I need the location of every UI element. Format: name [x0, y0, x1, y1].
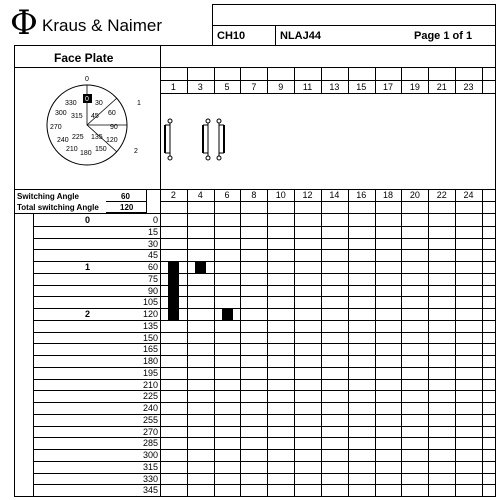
angle-label: 300 [142, 450, 158, 460]
angle-label: 30 [147, 239, 158, 249]
angle-label: 150 [142, 333, 158, 343]
closed-contact-mark [168, 262, 179, 274]
angle-label: 240 [142, 403, 158, 413]
angle-label: 105 [142, 297, 158, 307]
terminal-label-bottom: 8 [251, 190, 257, 200]
contact-symbols [160, 93, 240, 189]
dial-outer-label: 0 [85, 76, 89, 83]
dial-inner-label: 240 [57, 137, 69, 144]
terminal-label-bottom: 22 [436, 190, 447, 200]
angle-label: 255 [142, 415, 158, 425]
dial-inner-label: 30 [95, 100, 103, 107]
angle-label: 75 [147, 274, 158, 284]
angle-label: 180 [142, 356, 158, 366]
angle-label: 0 [152, 215, 158, 225]
angle-label: 135 [142, 321, 158, 331]
terminal-label-top: 1 [170, 82, 176, 92]
dial-inner-label: 135 [91, 134, 103, 141]
terminal-label-bottom: 14 [329, 190, 340, 200]
terminal-label-top: 5 [224, 82, 230, 92]
angle-label: 45 [147, 250, 158, 260]
terminal-label-top: 15 [356, 82, 367, 92]
closed-contact-mark [168, 309, 179, 321]
terminal-label-bottom: 6 [224, 190, 230, 200]
dial-inner-label: 315 [71, 113, 83, 120]
dial-inner-label: 90 [110, 124, 118, 131]
terminal-label-top: 19 [409, 82, 420, 92]
dial-inner-label: 210 [66, 146, 78, 153]
part-number: NLAJ44 [280, 30, 321, 42]
logo [4, 4, 204, 44]
face-plate-title: Face Plate [54, 51, 114, 65]
dial-inner-label: 270 [50, 124, 62, 131]
terminal-label-bottom: 18 [383, 190, 394, 200]
angle-label: 285 [142, 438, 158, 448]
logo-symbol: Φ [10, 3, 38, 43]
angle-label: 270 [142, 427, 158, 437]
angle-label: 165 [142, 344, 158, 354]
dial-highlight-label: 0 [85, 96, 89, 103]
terminal-label-top: 17 [383, 82, 394, 92]
dial-inner-label: 60 [108, 110, 116, 117]
angle-label: 315 [142, 462, 158, 472]
terminal-label-bottom: 4 [197, 190, 203, 200]
dial-inner-label: 330 [65, 100, 77, 107]
closed-contact-mark [168, 274, 179, 286]
terminal-label-bottom: 2 [170, 190, 176, 200]
dial-inner-label: 180 [80, 150, 92, 157]
angle-label: 210 [142, 380, 158, 390]
terminal-label-top: 11 [302, 82, 313, 92]
angle-label: 60 [147, 262, 158, 272]
terminal-label-bottom: 16 [356, 190, 367, 200]
position-label: 0 [85, 215, 91, 225]
angle-label: 195 [142, 368, 158, 378]
terminal-label-bottom: 10 [275, 190, 286, 200]
dial-outer-label: 1 [137, 100, 141, 107]
terminal-label-bottom: 20 [409, 190, 420, 200]
dial-inner-label: 150 [95, 146, 107, 153]
dial-inner-label: 300 [55, 110, 67, 117]
closed-contact-mark [195, 262, 206, 274]
position-label: 2 [85, 309, 91, 319]
total-switching-angle-value: 120 [120, 203, 134, 212]
terminal-label-top: 21 [436, 82, 447, 92]
dial-inner-label: 225 [72, 134, 84, 141]
terminal-label-top: 13 [329, 82, 340, 92]
dial-outer-label: 2 [134, 148, 138, 155]
terminal-label-top: 3 [197, 82, 203, 92]
terminal-label-bottom: 24 [463, 190, 474, 200]
terminal-label-top: 23 [463, 82, 474, 92]
total-switching-angle-label: Total switching Angle [17, 203, 99, 212]
closed-contact-mark [222, 309, 233, 321]
company-name: Kraus & Naimer [42, 16, 162, 35]
closed-contact-mark [168, 297, 179, 309]
page-indicator: Page 1 of 1 [414, 30, 473, 42]
angle-label: 15 [147, 227, 158, 237]
terminal-label-bottom: 12 [302, 190, 313, 200]
angle-label: 90 [147, 286, 158, 296]
angle-label: 225 [142, 391, 158, 401]
terminal-label-top: 9 [278, 82, 284, 92]
angle-label: 330 [142, 474, 158, 484]
switching-angle-value: 60 [121, 192, 130, 201]
dial-diagram [14, 67, 160, 189]
series-label: CH10 [217, 30, 246, 42]
dial-inner-label: 120 [106, 137, 118, 144]
switching-angle-label: Switching Angle [17, 192, 79, 201]
position-label: 1 [85, 262, 91, 272]
dial-inner-label: 45 [91, 113, 99, 120]
terminal-label-top: 7 [251, 82, 257, 92]
angle-label: 120 [142, 309, 158, 319]
angle-label: 345 [142, 485, 158, 495]
